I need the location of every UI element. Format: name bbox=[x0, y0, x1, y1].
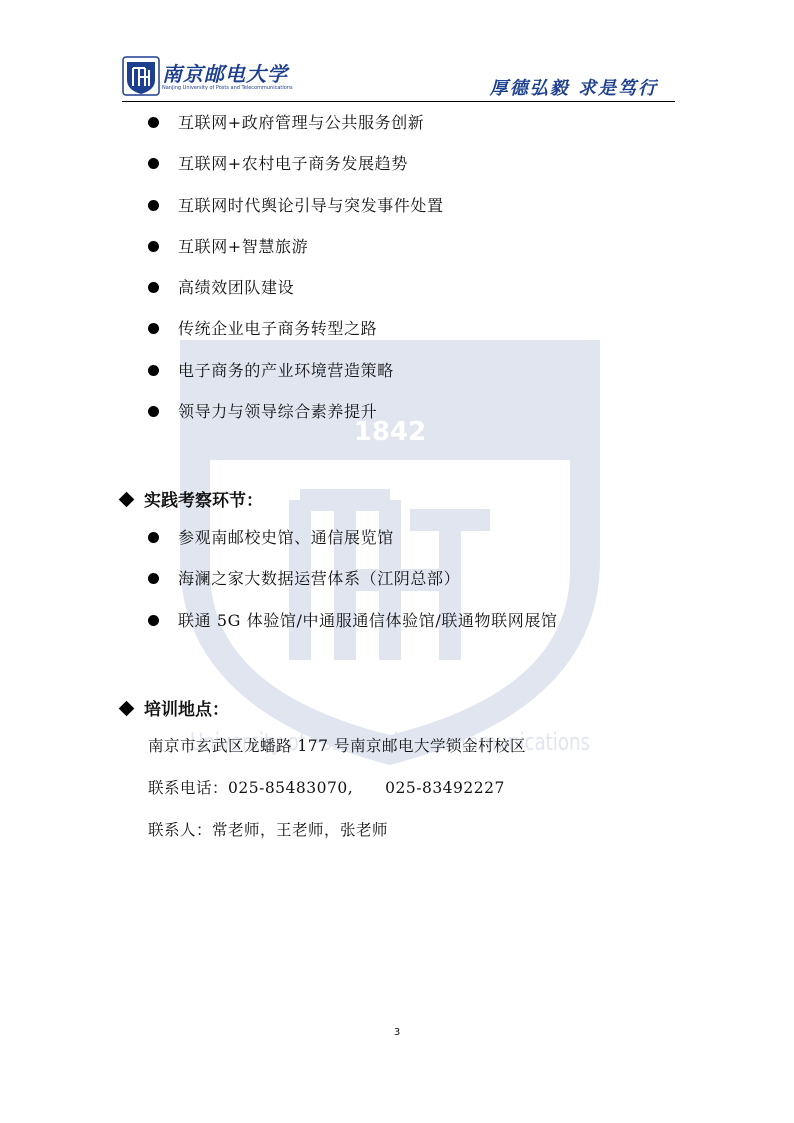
logo-english-name: Nanjing University of Posts and Telecommunications bbox=[162, 85, 293, 91]
university-badge-icon bbox=[122, 56, 160, 96]
bullet-dot-icon bbox=[148, 117, 159, 128]
watermark-year: 1842 bbox=[353, 417, 427, 447]
bullet-dot-icon bbox=[148, 406, 159, 417]
watermark-ring-text: University of Posts and Telecommunications bbox=[190, 728, 590, 756]
university-logo bbox=[162, 58, 293, 92]
contact-persons: 联系人：常老师，王老师，张老师 bbox=[148, 821, 389, 839]
training-address: 南京市玄武区龙蟠路 177 号南京邮电大学锁金村校区 bbox=[148, 737, 526, 755]
bullet-dot-icon bbox=[148, 200, 159, 211]
bullet-dot-icon bbox=[148, 282, 159, 293]
university-emblem-watermark bbox=[170, 330, 610, 770]
header-divider bbox=[122, 101, 675, 102]
bullet-dot-icon bbox=[148, 365, 159, 376]
logo-chinese-name: 南京邮电大学 bbox=[162, 62, 288, 86]
page-header bbox=[0, 0, 794, 104]
contact-phone: 联系电话：025-85483070, 025-83492227 bbox=[148, 779, 505, 797]
bullet-dot-icon bbox=[148, 158, 159, 169]
bullet-dot-icon bbox=[148, 573, 159, 584]
diamond-bullet-icon bbox=[119, 492, 135, 508]
diamond-bullet-icon bbox=[119, 701, 135, 717]
bullet-dot-icon bbox=[148, 323, 159, 334]
location-section-heading: 培训地点： bbox=[121, 695, 229, 720]
page-number: 3 bbox=[393, 1027, 401, 1038]
bullet-dot-icon bbox=[148, 615, 159, 626]
bullet-dot-icon bbox=[148, 241, 159, 252]
university-motto: 厚德弘毅 求是笃行 bbox=[489, 78, 658, 99]
bullet-dot-icon bbox=[148, 532, 159, 543]
practice-section-heading: 实践考察环节： bbox=[121, 486, 263, 511]
